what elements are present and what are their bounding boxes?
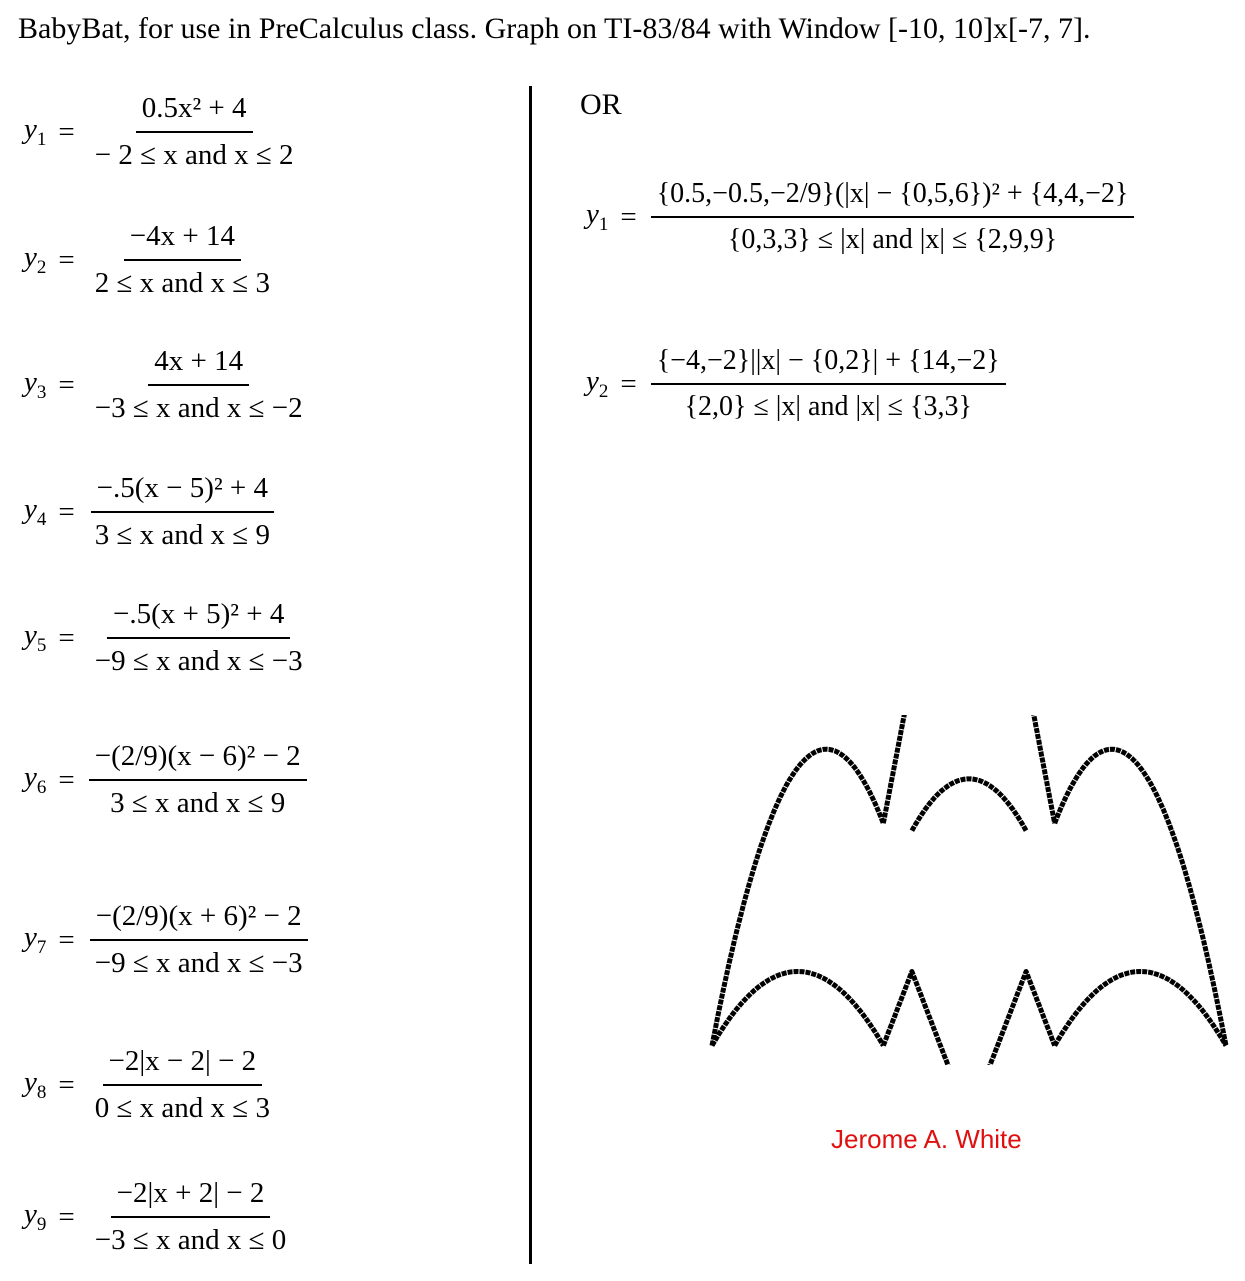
equals-sign: = xyxy=(58,243,75,276)
equation-y4 xyxy=(24,472,276,552)
combined-equation-y2 xyxy=(586,345,1006,423)
equation-lhs: $y_8$ xyxy=(24,1066,47,1103)
fraction xyxy=(89,900,309,980)
equals-sign: = xyxy=(58,368,75,401)
numerator: −(2/9)(x + 6)² − 2 xyxy=(90,900,308,941)
numerator: 0.5x² + 4 xyxy=(136,92,253,133)
denominator: −9 ≤ x and x ≤ −3 xyxy=(94,947,303,979)
equation-lhs: $y_2$ xyxy=(24,241,47,278)
equation-y1 xyxy=(24,92,300,172)
equation-lhs: $y_4$ xyxy=(24,493,47,530)
bat-curve-y5 xyxy=(712,749,883,1045)
fraction xyxy=(89,1177,293,1257)
bat-graph xyxy=(700,715,1240,1065)
fraction xyxy=(89,598,309,678)
fraction xyxy=(89,220,276,300)
denominator: {2,0} ≤ |x| and |x| ≤ {3,3} xyxy=(684,391,972,422)
equals-sign: = xyxy=(58,1200,75,1233)
bat-curve-y3 xyxy=(883,715,912,823)
equation-lhs: $y_9$ xyxy=(24,1198,47,1235)
numerator: {0.5,−0.5,−2/9}(|x| − {0,5,6})² + {4,4,−2} xyxy=(651,178,1135,218)
equation-lhs: $y_2$ xyxy=(586,365,609,402)
numerator: −4x + 14 xyxy=(124,220,241,261)
equals-sign: = xyxy=(620,200,637,233)
column-divider xyxy=(529,86,532,1264)
denominator: {0,3,3} ≤ |x| and |x| ≤ {2,9,9} xyxy=(727,224,1058,255)
equals-sign: = xyxy=(58,923,75,956)
equals-sign: = xyxy=(58,115,75,148)
equation-y2 xyxy=(24,220,276,300)
equals-sign: = xyxy=(58,1068,75,1101)
fraction xyxy=(89,472,276,552)
equals-sign: = xyxy=(58,621,75,654)
denominator: 2 ≤ x and x ≤ 3 xyxy=(94,267,270,299)
combined-equation-y1 xyxy=(586,178,1134,256)
or-label: OR xyxy=(580,88,622,121)
equation-y5 xyxy=(24,598,309,678)
equation-lhs: $y_7$ xyxy=(24,921,47,958)
numerator: {−4,−2}||x| − {0,2}| + {14,−2} xyxy=(651,345,1006,385)
equation-lhs: $y_1$ xyxy=(586,198,609,235)
bat-curve-y9 xyxy=(883,972,969,1066)
author-credit: Jerome A. White xyxy=(831,1124,1022,1154)
equals-sign: = xyxy=(58,495,75,528)
denominator: −9 ≤ x and x ≤ −3 xyxy=(94,645,303,677)
denominator: 0 ≤ x and x ≤ 3 xyxy=(94,1092,270,1124)
equation-y6 xyxy=(24,740,307,820)
bat-curve-y2 xyxy=(1026,715,1055,823)
numerator: 4x + 14 xyxy=(148,345,249,386)
numerator: −.5(x − 5)² + 4 xyxy=(91,472,274,513)
equation-y3 xyxy=(24,345,309,425)
equation-y7 xyxy=(24,900,309,980)
equation-lhs: $y_3$ xyxy=(24,366,47,403)
numerator: −2|x − 2| − 2 xyxy=(103,1045,263,1086)
fraction xyxy=(651,345,1006,423)
numerator: −.5(x + 5)² + 4 xyxy=(107,598,290,639)
denominator: 3 ≤ x and x ≤ 9 xyxy=(110,787,286,819)
denominator: −3 ≤ x and x ≤ 0 xyxy=(94,1224,287,1256)
bat-curve-y6 xyxy=(1055,972,1226,1046)
denominator: 3 ≤ x and x ≤ 9 xyxy=(94,519,270,551)
fraction xyxy=(89,1045,276,1125)
equation-lhs: $y_6$ xyxy=(24,761,47,798)
numerator: −(2/9)(x − 6)² − 2 xyxy=(89,740,307,781)
equation-lhs: $y_5$ xyxy=(24,619,47,656)
denominator: − 2 ≤ x and x ≤ 2 xyxy=(94,139,294,171)
bat-curve-y4 xyxy=(1055,749,1226,1045)
equation-lhs: $y_1$ xyxy=(24,113,47,150)
numerator: −2|x + 2| − 2 xyxy=(111,1177,271,1218)
document-title: BabyBat, for use in PreCalculus class. Graph on TI-83/84 with Window [-10, 10]x[-7, 7]. xyxy=(18,12,1091,45)
equation-y9 xyxy=(24,1177,292,1257)
denominator: −3 ≤ x and x ≤ −2 xyxy=(94,392,303,424)
equation-y8 xyxy=(24,1045,276,1125)
fraction xyxy=(89,345,309,425)
bat-curve-y1 xyxy=(912,779,1026,831)
bat-curve-y7 xyxy=(712,972,883,1046)
bat-curve-y8 xyxy=(969,972,1055,1066)
fraction xyxy=(89,740,307,820)
fraction xyxy=(89,92,300,172)
equals-sign: = xyxy=(620,367,637,400)
fraction xyxy=(651,178,1135,256)
equals-sign: = xyxy=(58,763,75,796)
